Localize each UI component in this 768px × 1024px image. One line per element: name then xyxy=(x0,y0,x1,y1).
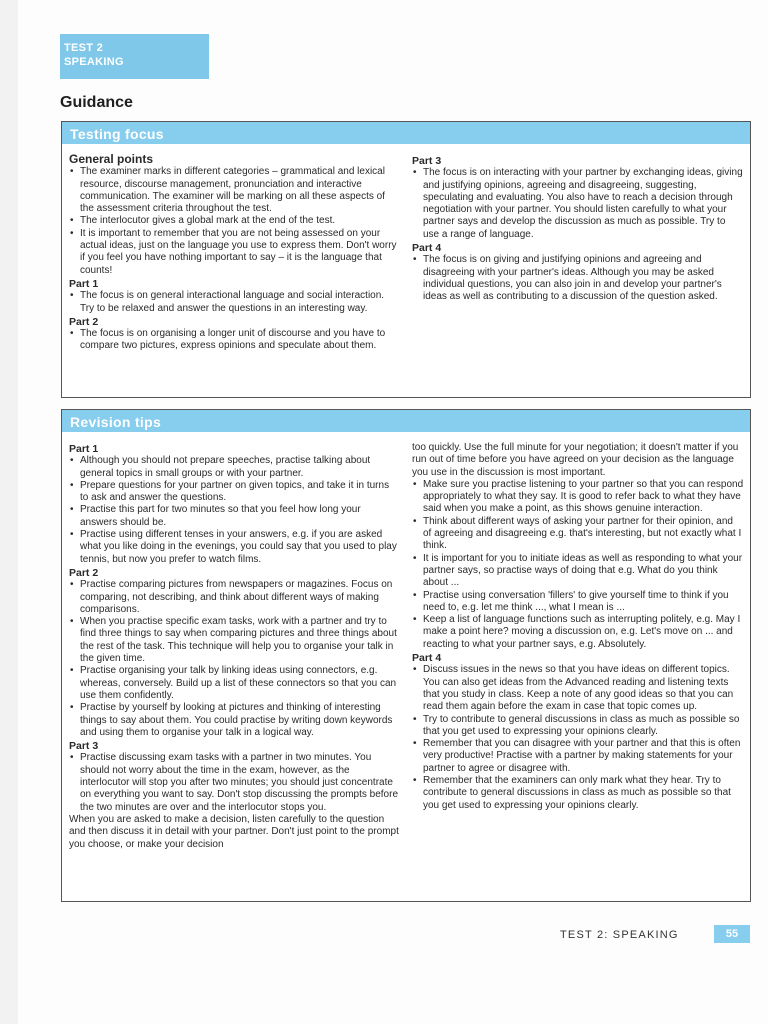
list-item: • It is important to remember that you are not being assessed on your actual ideas, just on the language you use to express them. Don't worry if you feel you have nothing important to say – it is the language that counts! xyxy=(69,228,397,277)
list-item: • Practise comparing pictures from newspapers or magazines. Focus on comparing, not describing, and think about different ways of making comparisons. xyxy=(69,579,399,616)
rt-continuation-paragraph: too quickly. Use the full minute for your negotiation; it doesn't matter if you run out of time before you have agreed on your decision as the language you use in the discussion is most important. xyxy=(412,442,739,478)
testing-focus-heading: Testing focus xyxy=(62,122,750,144)
list-item: • When you practise specific exam tasks, work with a partner and try to find three things to say when comparing pictures and three things about the rest of the task. This technique will help you to organise your talk in the given time. xyxy=(69,616,399,665)
general-points-heading: General points xyxy=(69,152,154,166)
part1-heading: Part 1 xyxy=(69,277,99,290)
list-item: • Make sure you practise listening to your partner so that you can respond appropriately to what they say. It is good to refer back to what they have said when you make a point, as this shows genuine interaction. xyxy=(412,479,744,516)
rt-part2-heading: Part 2 xyxy=(69,566,99,579)
part2-list xyxy=(69,328,397,353)
list-item: • The interlocutor gives a global mark at the end of the test. xyxy=(69,215,397,227)
part4-heading: Part 4 xyxy=(412,242,442,255)
list-item: • Prepare questions for your partner on given topics, and take it in turns to ask and answer the questions. xyxy=(69,480,399,505)
list-item: • The focus is on interacting with your partner by exchanging ideas, giving and justifying opinions, agreeing and disagreeing, suggesting, speculating and evaluating. You also have to reach a decision through negotiation with your partner. You should listen carefully to what your partner says and develop the discussion as much as possible. Try to use a range of language. xyxy=(412,167,744,241)
general-points-list xyxy=(69,166,397,277)
page-edge xyxy=(0,0,18,1024)
list-item: • Although you should not prepare speeches, practise talking about general topics in small groups or with your partner. xyxy=(69,455,399,480)
page-number-badge: 55 xyxy=(714,925,750,943)
list-item: • Practise this part for two minutes so that you feel how long your answers should be. xyxy=(69,504,399,529)
list-item: • Remember that you can disagree with your partner and that this is often very productive! Practise with a partner by making statements for your partner to agree or disagree with. xyxy=(412,738,744,775)
testing-focus-box xyxy=(61,121,751,398)
rt-part4-list xyxy=(412,664,744,812)
page-title: Guidance xyxy=(60,94,133,111)
rt-part3-heading: Part 3 xyxy=(69,740,99,753)
list-item: • Try to contribute to general discussions in class as much as possible so that you get used to expressing your opinions clearly. xyxy=(412,714,744,739)
list-item: • Discuss issues in the news so that you have ideas on different topics. You can also get ideas from the Advanced reading and listening texts that you study in class. Keep a note of any good ideas so that you can read them again before the exam in case that topic comes up. xyxy=(412,664,744,713)
part3-heading: Part 3 xyxy=(412,155,442,167)
section-tag xyxy=(60,34,209,79)
part4-list xyxy=(412,254,744,303)
rt-part3-list xyxy=(69,752,399,813)
rt-part4-heading: Part 4 xyxy=(412,652,442,665)
list-item: • Practise organising your talk by linking ideas using connectors, e.g. whereas, conversely. Build up a list of these connectors so that you can use them confidently. xyxy=(69,665,399,702)
list-item: • The focus is on organising a longer unit of discourse and you have to compare two pictures, express opinions and speculate about them. xyxy=(69,328,397,353)
rt-part3-paragraph: When you are asked to make a decision, listen carefully to the question and then discuss it in detail with your partner. Don't just point to the prompt you choose, or make your decision xyxy=(69,813,399,850)
section-tag-line2: SPEAKING xyxy=(64,56,124,68)
testing-focus-left-column xyxy=(69,152,397,353)
rt-part2-list xyxy=(69,579,399,739)
list-item: • The focus is on giving and justifying opinions and agreeing and disagreeing with your partner's ideas. Although you may be asked individual questions, you can also join in and develop your partner's ideas as well as contributing to a discussion of the question asked. xyxy=(412,254,744,303)
list-item: • Think about different ways of asking your partner for their opinion, and of agreeing and disagreeing e.g. that's interesting, but not exactly what I think. xyxy=(412,516,744,553)
rt-continuation-list xyxy=(412,479,744,651)
part3-list xyxy=(412,167,744,241)
list-item: • Keep a list of language functions such as interrupting politely, e.g. May I make a point here? moving a discussion on, e.g. Let's move on ... and reacting to what your partner says, e.g. Absolutely. xyxy=(412,614,744,651)
list-item: • The examiner marks in different categories – grammatical and lexical resource, discourse management, pronunciation and interactive communication. The examiner will be marking on all these aspects of the assessment criteria throughout the test. xyxy=(69,166,397,215)
list-item: • It is important for you to initiate ideas as well as responding to what your partner says, so practise ways of doing that e.g. What do you think about ... xyxy=(412,553,744,590)
revision-tips-box xyxy=(61,409,751,902)
revision-tips-left-column xyxy=(69,442,399,851)
part2-heading: Part 2 xyxy=(69,315,99,328)
list-item: • Practise by yourself by looking at pictures and thinking of interesting things to say about them. You could practise by writing down keywords and using them to organise your talk in a logical way. xyxy=(69,702,399,739)
list-item: • The focus is on general interactional language and social interaction. Try to be relaxed and answer the questions in an interesting way. xyxy=(69,290,397,315)
list-item: • Practise discussing exam tasks with a partner in two minutes. You should not worry about the time in the exam, however, as the interlocutor will stop you after two minutes; you should just concentrate on everything you want to say. Don't stop discussing the prompts before the two minutes are over and the interlocutor stops you. xyxy=(69,752,399,813)
part1-list xyxy=(69,290,397,315)
list-item: • Practise using conversation 'fillers' to give yourself time to think if you need to, e.g. let me think ..., what I mean is ... xyxy=(412,590,744,615)
rt-part1-list xyxy=(69,455,399,566)
list-item: • Remember that the examiners can only mark what they hear. Try to contribute to general discussions in class as much as possible so that you get used to expressing your opinions clearly. xyxy=(412,775,744,812)
revision-tips-heading: Revision tips xyxy=(62,410,750,432)
testing-focus-right-column xyxy=(412,154,744,304)
list-item: • Practise using different tenses in your answers, e.g. if you are asked what you like doing in the evenings, you could say that you used to play tennis, but now you prefer to watch films. xyxy=(69,529,399,566)
revision-tips-right-column xyxy=(412,442,744,812)
running-footer: TEST 2: SPEAKING xyxy=(560,929,679,941)
rt-part1-heading: Part 1 xyxy=(69,443,99,455)
section-tag-line1: TEST 2 xyxy=(64,42,104,54)
